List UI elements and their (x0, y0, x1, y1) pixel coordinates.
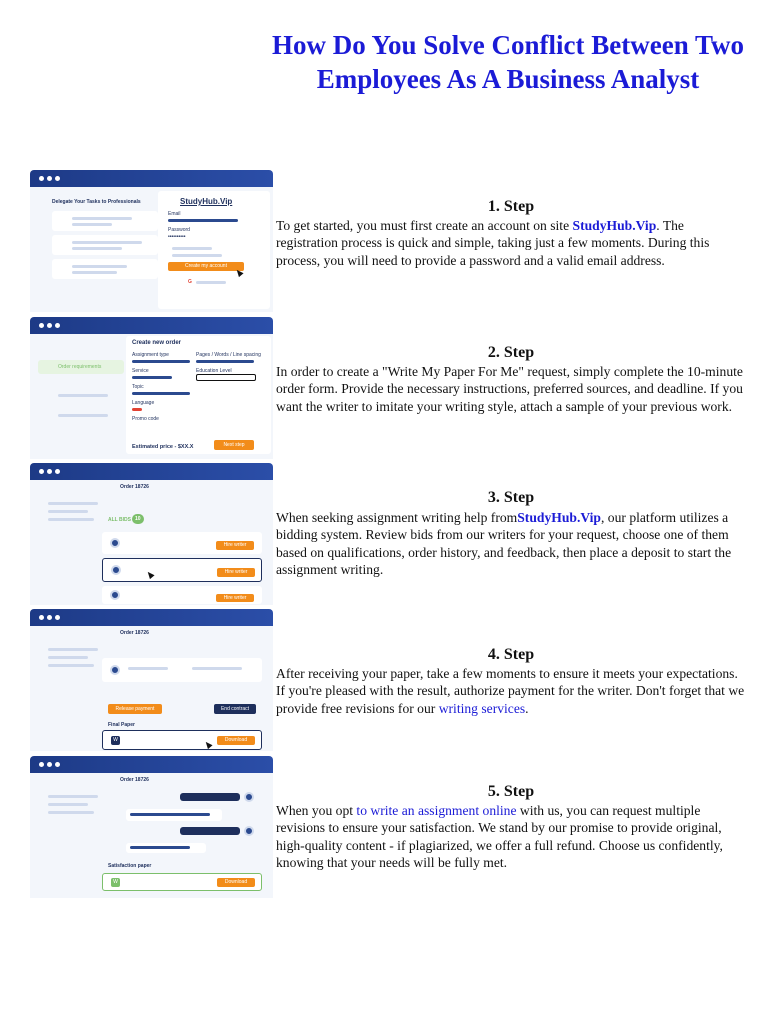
step-1-screenshot (30, 170, 273, 312)
step-2-screenshot (30, 317, 273, 459)
satisfaction-paper-row (102, 873, 262, 891)
bid-row (102, 532, 262, 554)
password-field[interactable]: •••••••••• (168, 234, 186, 240)
google-icon[interactable]: G (188, 279, 192, 285)
order-form (126, 336, 271, 454)
order-number: Order 18726 (120, 777, 149, 783)
step-3-screenshot (30, 463, 273, 605)
user-avatar (244, 826, 254, 836)
cursor-icon (145, 570, 154, 579)
email-label: Email (168, 211, 181, 217)
step-5-text-end: with us, you can request multiple revisions to ensure your satisfaction. We stand by our promise to provide original, high-quality content - if plagiarized, we offer a full refund. Choose us confidently, knowing that your needs will be fully met. (276, 803, 723, 871)
step-indicator-label: Order requirements (58, 364, 102, 370)
all-bids-label: ALL BIDS (108, 517, 131, 523)
step-4-heading: 4. Step (487, 646, 535, 663)
browser-bar (30, 609, 273, 626)
end-contract-button[interactable]: End contract (214, 704, 256, 714)
estimated-price: Estimated price - $XX.X (132, 444, 194, 450)
writer-avatar (110, 538, 120, 548)
window-dot (39, 323, 44, 328)
step-1-text-start: To get started, you must first create an account on site (276, 218, 573, 233)
email-field[interactable] (168, 219, 238, 222)
document-title: How Do You Solve Conflict Between Two Employees As A Business Analyst (272, 30, 744, 94)
window-dot (55, 323, 60, 328)
browser-bar (30, 317, 273, 334)
pages-field[interactable] (196, 360, 254, 363)
education-label: Education Level (196, 368, 232, 374)
bids-count-badge: 10 (132, 514, 144, 524)
password-label: Password (168, 227, 190, 233)
bid-row (102, 586, 262, 604)
feature-card (52, 211, 158, 231)
release-payment-button[interactable]: Release payment (108, 704, 162, 714)
window-dot (39, 176, 44, 181)
chat-message-out (180, 827, 240, 835)
download-button[interactable]: Download (217, 736, 255, 745)
write-assignment-link[interactable]: to write an assignment online (356, 803, 517, 818)
order-number: Order 18726 (120, 484, 149, 490)
chat-message-in (126, 843, 206, 853)
step-3-text (276, 509, 746, 579)
window-dot (47, 762, 52, 767)
education-field[interactable] (196, 374, 256, 381)
bid-row-selected (102, 558, 262, 582)
service-label: Service (132, 368, 149, 374)
feature-card (52, 235, 158, 255)
step-5-screenshot (30, 756, 273, 898)
step-4-screenshot (30, 609, 273, 751)
step-4-text-start: After receiving your paper, take a few moments to ensure it meets your expectations. If you're pleased with the result, authorize payment for the writer. Don't forget that we provide free revisions for our (276, 666, 745, 716)
final-paper-label: Final Paper (108, 722, 135, 728)
service-field[interactable] (132, 376, 172, 379)
step-5-text-start: When you opt (276, 803, 357, 818)
download-button[interactable]: Download (217, 878, 255, 887)
pages-label: Pages / Words / Line spacing (196, 352, 261, 358)
writer-avatar (110, 590, 120, 600)
writer-avatar (111, 565, 121, 575)
assignment-type-field[interactable] (132, 360, 190, 363)
window-dot (47, 176, 52, 181)
browser-bar (30, 463, 273, 480)
next-step-button[interactable]: Next step (214, 440, 254, 450)
step-1-text-end: . The registration process is quick and simple, taking just a few moments. During this process, you will need to provide a password and a valid email address. (276, 218, 710, 268)
topic-label: Topic (132, 384, 144, 390)
writer-card (102, 658, 262, 682)
create-account-button[interactable]: Create my account (168, 262, 244, 271)
window-dot (55, 762, 60, 767)
window-dot (39, 762, 44, 767)
writing-services-link[interactable]: writing services (438, 700, 526, 716)
step-5-text (276, 802, 746, 872)
word-doc-icon: W (111, 736, 120, 745)
final-paper-row (102, 730, 262, 750)
step-1-heading: 1. Step (487, 198, 535, 215)
hire-writer-button[interactable]: Hire writer (216, 594, 254, 602)
browser-bar (30, 170, 273, 187)
studyhub-link[interactable]: StudyHub.Vip (517, 510, 601, 525)
window-dot (39, 469, 44, 474)
step-4-text (276, 665, 746, 717)
window-dot (47, 615, 52, 620)
chat-message-out (180, 793, 240, 801)
window-dot (39, 615, 44, 620)
order-number: Order 18726 (120, 630, 149, 636)
hire-writer-button[interactable]: Hire writer (216, 541, 254, 550)
word-doc-icon: W (111, 878, 120, 887)
browser-bar (30, 756, 273, 773)
feature-card (52, 259, 158, 279)
language-label: Language (132, 400, 155, 406)
step-5-heading: 5. Step (487, 783, 535, 800)
step-2-heading: 2. Step (487, 344, 535, 361)
studyhub-logo: StudyHub.Vip (180, 197, 233, 206)
step-4-text-end: . (525, 700, 529, 716)
window-dot (47, 469, 52, 474)
window-dot (55, 469, 60, 474)
cursor-icon (203, 740, 212, 749)
hire-writer-button[interactable]: Hire writer (217, 568, 255, 577)
chat-message-in (126, 809, 222, 821)
studyhub-link[interactable]: StudyHub.Vip (572, 218, 657, 233)
window-dot (55, 615, 60, 620)
step-indicator-active (38, 360, 124, 374)
flag-icon (132, 408, 142, 411)
step-3-text-start: When seeking assignment writing help from (276, 510, 518, 525)
delegate-heading: Delegate Your Tasks to Professionals (52, 199, 141, 205)
order-form-heading: Create new order (132, 340, 182, 346)
satisfaction-paper-label: Satisfaction paper (108, 863, 152, 869)
user-avatar (244, 792, 254, 802)
window-dot (55, 176, 60, 181)
step-3-text-end: , our platform utilizes a bidding system. Review bids from our writers for your request, choose one of them based on qualifications, order history, and feedback, then place a deposit to start the assignment writing. (276, 510, 732, 578)
step-2-text: In order to create a "Write My Paper For Me" request, simply complete the 10-minute order form. Provide the necessary instructions, preferred sources, and deadline. If you want the writer to imitate your writing style, attach a sample of your previous work. (276, 364, 743, 414)
promo-label: Promo code (132, 416, 159, 422)
writer-avatar (110, 665, 120, 675)
assignment-type-label: Assignment type (132, 352, 169, 358)
window-dot (47, 323, 52, 328)
step-3-heading: 3. Step (487, 489, 535, 506)
step-1-text (276, 217, 746, 269)
signup-card (158, 191, 270, 309)
topic-field[interactable] (132, 392, 190, 395)
